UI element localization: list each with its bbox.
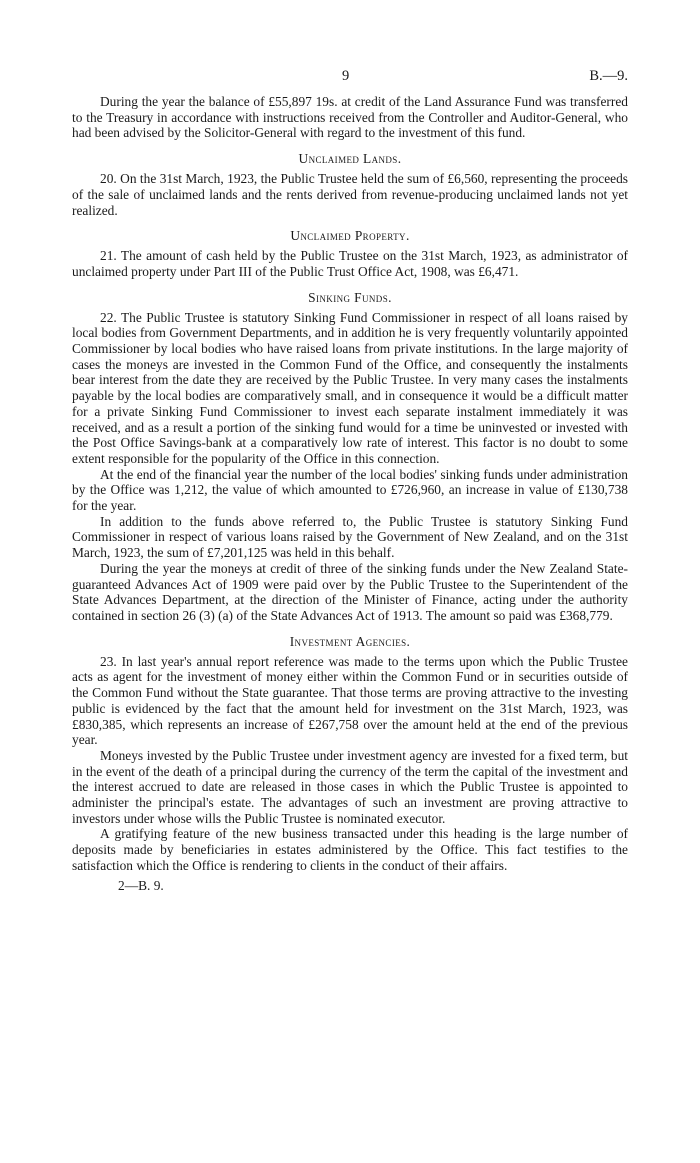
printer-signature: 2—B. 9. xyxy=(118,877,164,893)
paragraph-land-assurance: During the year the balance of £55,897 19s. at credit of the Land Assurance Fund was transferred to the Treasury in accordance with instructions received from the Controller and Auditor-General, who had been advised by the Solicitor-General with regard to the investment of this fund. xyxy=(72,94,628,141)
paper-reference: B.—9. xyxy=(589,68,628,84)
heading-sinking-funds: Sinking Funds. xyxy=(308,289,392,305)
paragraph-23-fixed-term: Moneys invested by the Public Trustee under investment agency are invested for a fixed term, but in the event of the death of a principal during the currency of the term the capital of the investment and the interest accrued to date are released in those cases in which the Public Trustee is appointed to administer the principal's estate. The advantages of such an investment are proving attractive to investors under whose wills the Public Trustee is nominated executor. xyxy=(72,747,628,826)
paragraph-22: 22. The Public Trustee is statutory Sinking Fund Commissioner in respect of all loans raised by local bodies from Government Departments, and in addition he is very frequently voluntarily appointed Commissioner by local bodies who have raised loans from private institutions. In the large majority of cases the moneys are invested in the Common Fund of the Office, and consequently the instalments bear interest from the date they are received by the Public Trustee. In very many cases the instalments payable by the local bodies are comparatively small, and in consequence it would be a difficult matter for a private Sinking Fund Commissioner to invest each separate instalment immediately it was received, and as a result a portion of the sinking fund would for a time be uninvested or invested with the Post Office Savings-bank at a comparatively low rate of interest. This factor is no doubt to some extent responsible for the popularity of the Office in this connection. xyxy=(72,309,628,466)
heading-unclaimed-property: Unclaimed Property. xyxy=(290,228,410,244)
paragraph-21: 21. The amount of cash held by the Public Trustee on the 31st March, 1923, as administrator of unclaimed property under Part III of the Public Trust Office Act, 1908, was £6,471. xyxy=(72,248,628,279)
paragraph-23: 23. In last year's annual report reference was made to the terms upon which the Public Trustee acts as agent for the investment of money either within the Common Fund or in securities outside of the Common Fund without the State guarantee. That those terms are proving attractive to the investing public is evidenced by the fact that the amount held for investment on the 31st March, 1923, was £830,385, which represents an increase of £267,758 over the amount held at the end of the previous year. xyxy=(72,653,628,748)
paragraph-20: 20. On the 31st March, 1923, the Public Trustee held the sum of £6,560, representing the proceeds of the sale of unclaimed lands and the rents derived from revenue-producing unclaimed lands not yet realized. xyxy=(72,171,628,218)
paragraph-22-state-advances: During the year the moneys at credit of three of the sinking funds under the New Zealand State-guaranteed Advances Act of 1909 were paid over by the Public Trustee to the Superintendent of the State Advances Department, at the direction of the Minister of Finance, acting under the authority contained in section 26 (3) (a) of the State Advances Act of 1913. The amount so paid was £368,779. xyxy=(72,560,628,623)
heading-unclaimed-lands: Unclaimed Lands. xyxy=(298,151,402,167)
page-number: 9 xyxy=(342,68,350,84)
paragraph-22-government-loans: In addition to the funds above referred to, the Public Trustee is statutory Sinking Fund Commissioner in respect of various loans raised by the Government of New Zealand, and on the 31st March, 1923, the sum of £7,201,125 was held in this behalf. xyxy=(72,513,628,561)
heading-investment-agencies: Investment Agencies. xyxy=(289,633,411,649)
paragraph-22-local-bodies: At the end of the financial year the number of the local bodies' sinking funds under administration by the Office was 1,212, the value of which amounted to £726,960, an increase in value of £130,738 for the year. xyxy=(72,466,628,514)
paragraph-23-beneficiaries: A gratifying feature of the new business transacted under this heading is the large number of deposits made by beneficiaries in estates administered by the Office. This fact testifies to the satisfaction which the Office is rendering to clients in the conduct of their affairs. xyxy=(72,826,628,873)
document-page xyxy=(72,68,628,894)
page-header xyxy=(72,68,628,88)
